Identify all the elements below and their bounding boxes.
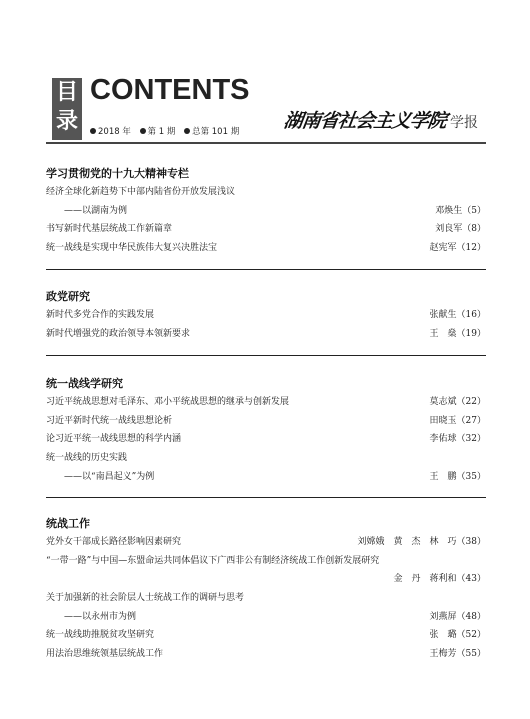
- entry-author-page: 李佑球（32）: [429, 434, 486, 445]
- entry-title: 习近平新时代统一战线思想论析: [46, 415, 173, 426]
- bullet-icon: [90, 128, 96, 134]
- toc-section: [46, 375, 486, 486]
- section-title: 统一战线学研究: [46, 377, 123, 390]
- entry-title: 习近平统战思想对毛泽东、邓小平统战思想的继承与创新发展: [46, 397, 290, 407]
- entry-author-page: 张献生（16）: [429, 310, 486, 320]
- toc-entry: [46, 412, 486, 431]
- toc-entry: [46, 552, 486, 571]
- entry-author-page: 赵宪军（12）: [429, 243, 486, 254]
- toc-section: [46, 288, 486, 343]
- divider: [46, 355, 486, 356]
- bullet-icon: [140, 128, 146, 134]
- mulu-block: [52, 78, 82, 140]
- toc-entry: [46, 589, 486, 608]
- issue-info: [90, 125, 245, 137]
- toc-entry: [46, 393, 486, 412]
- toc-entry: [46, 325, 486, 344]
- toc-entry: [46, 608, 486, 627]
- entry-title: 书写新时代基层统战工作新篇章: [46, 224, 173, 235]
- entry-author-page: 金 丹 蒋利和（43）: [393, 574, 486, 585]
- entry-author-page: 莫志斌（22）: [429, 397, 486, 407]
- issue-number: 第 1 期: [147, 127, 176, 137]
- toc-entry: [46, 183, 486, 202]
- entry-author-page: 刘嫦娥 黄 杰 林 巧（38）: [357, 537, 486, 547]
- section-title: 学习贯彻党的十九大精神专栏: [46, 167, 189, 180]
- mulu-char-2: 录: [55, 109, 78, 134]
- masthead: [52, 74, 492, 140]
- entry-title: 统一战线的历史实践: [46, 453, 128, 464]
- entry-title: 新时代增强党的政治领导本领新要求: [46, 328, 191, 339]
- entry-title: 关于加强新的社会阶层人士统战工作的调研与思考: [46, 593, 245, 604]
- section-title: 政党研究: [46, 290, 90, 303]
- toc-entry: [46, 570, 486, 589]
- mulu-char-1: 目: [55, 80, 78, 105]
- entry-title: 党外女干部成长路径影响因素研究: [46, 537, 182, 547]
- toc-section: [46, 165, 486, 258]
- entry-title: 统一战线是实现中华民族伟大复兴决胜法宝: [46, 243, 218, 254]
- bullet-icon: [184, 128, 190, 134]
- entry-subtitle: ——以湖南为例: [64, 205, 128, 216]
- entry-author-page: 王 燊（19）: [429, 328, 486, 339]
- toc-entry: [46, 202, 486, 221]
- section-title: 统战工作: [46, 517, 90, 530]
- entry-author-page: 邓焕生（5）: [435, 205, 486, 216]
- toc-entry: [46, 626, 486, 645]
- toc-entry: [46, 449, 486, 468]
- divider: [46, 497, 486, 498]
- entry-author-page: 刘良军（8）: [435, 224, 486, 235]
- toc-entry: [46, 533, 486, 552]
- toc-section: [46, 515, 486, 664]
- entry-title: 统一战线助推脱贫攻坚研究: [46, 630, 155, 641]
- contents-heading: CONTENTS: [90, 74, 250, 106]
- entry-title: 新时代多党合作的实践发展: [46, 310, 155, 320]
- toc-entry: [46, 239, 486, 258]
- toc-entry: [46, 220, 486, 239]
- journal-title: [284, 106, 478, 133]
- entry-author-page: 刘燕屏（48）: [429, 611, 486, 622]
- entry-subtitle: ——以“南昌起义”为例: [64, 471, 155, 482]
- entry-title: 用法治思维统领基层统战工作: [46, 649, 164, 660]
- toc-entry: [46, 306, 486, 325]
- toc-entry: [46, 645, 486, 664]
- entry-title: “一带一路”与中国—东盟命运共同体倡议下广西非公有制经济统战工作创新发展研究: [46, 555, 380, 566]
- entry-author-page: 王 鹏（35）: [429, 471, 486, 482]
- divider: [46, 142, 486, 144]
- issue-year: 2018 年: [98, 127, 131, 137]
- entry-title: 经济全球化新趋势下中部内陆省份开放发展浅议: [46, 187, 236, 197]
- journal-name-calligraphy: 湖南省社会主义学院: [282, 110, 448, 132]
- entry-subtitle: ——以永州市为例: [64, 611, 137, 622]
- entry-title: 论习近平统一战线思想的科学内涵: [46, 434, 182, 445]
- entry-author-page: 王梅芳（55）: [429, 649, 486, 660]
- entry-author-page: 张 璐（52）: [429, 630, 486, 641]
- journal-suffix: 学报: [450, 115, 479, 131]
- toc-entry: [46, 468, 486, 487]
- entry-author-page: 田晓玉（27）: [429, 415, 486, 426]
- divider: [46, 269, 486, 270]
- toc-entry: [46, 430, 486, 449]
- issue-total: 总第 101 期: [192, 127, 240, 137]
